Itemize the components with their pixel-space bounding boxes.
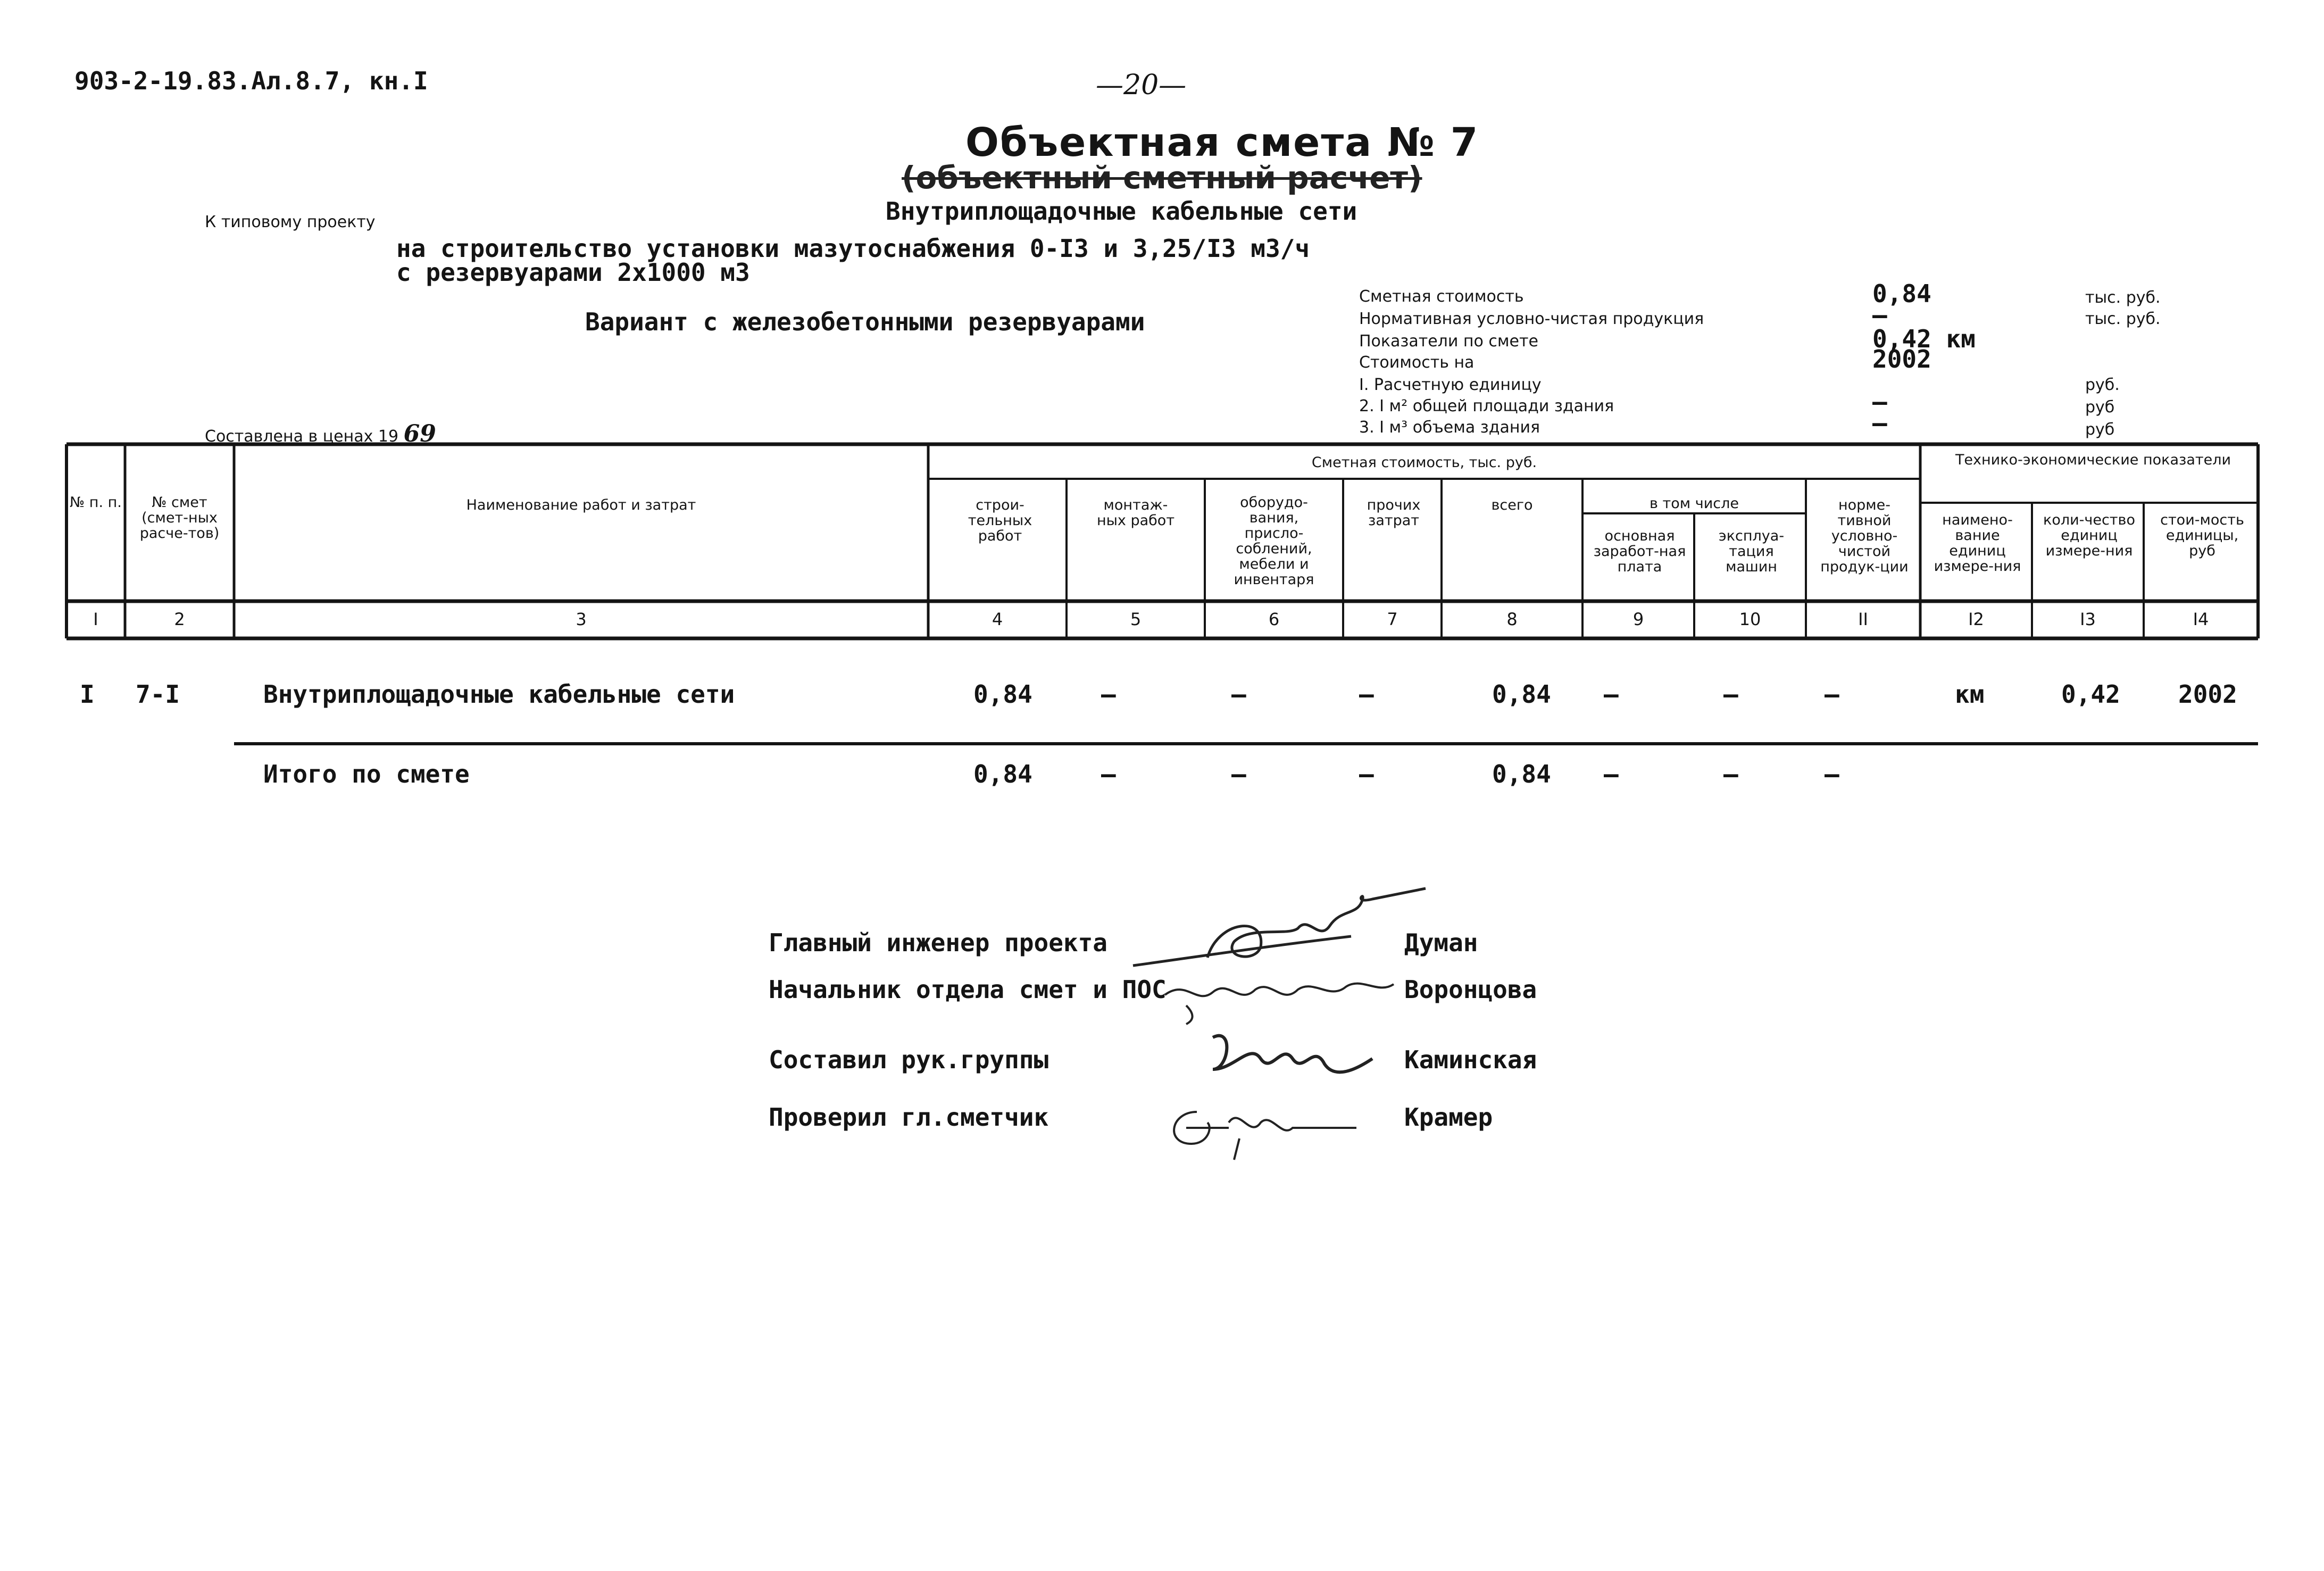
header-tech-group: Технико-экономические показатели bbox=[1955, 452, 2231, 468]
total-label: Итого по смете bbox=[263, 760, 470, 788]
summary-label: Стоимость на bbox=[1359, 353, 1475, 372]
row-unit-name: км bbox=[1955, 680, 1985, 709]
signature-role: Составил рук.группы bbox=[769, 1045, 1049, 1074]
summary-label: Нормативная условно-чистая продукция bbox=[1359, 310, 1704, 328]
signature-role: Начальник отдела смет и ПОС bbox=[769, 975, 1167, 1004]
column-number: 5 bbox=[1130, 609, 1142, 629]
summary-value: – bbox=[1872, 387, 1887, 416]
column-number: I bbox=[93, 609, 98, 629]
summary-label: 2. I м² общей площади здания bbox=[1359, 397, 1614, 415]
summary-label: 3. I м³ объема здания bbox=[1359, 418, 1540, 437]
column-number: 10 bbox=[1739, 609, 1761, 629]
header-unit-name: наимено-вание единиц измере-ния bbox=[1934, 512, 2021, 575]
header-base-wage: основная заработ-ная плата bbox=[1593, 528, 1686, 575]
summary-unit: тыс. руб. bbox=[2085, 310, 2161, 328]
row-name: Внутриплощадочные кабельные сети bbox=[263, 680, 735, 709]
header-construction: строи-тельных работ bbox=[968, 497, 1032, 544]
signature-role: Главный инженер проекта bbox=[769, 928, 1107, 957]
header-equipment: оборудо-вания, присло-соблений, мебели и инвентаря bbox=[1234, 494, 1314, 588]
total-construction: 0,84 bbox=[973, 760, 1032, 788]
header-work-name: Наименование работ и затрат bbox=[466, 497, 696, 513]
document-code: 903-2-19.83.Ал.8.7, кн.I bbox=[74, 67, 428, 95]
row-estimate: 7-I bbox=[136, 680, 180, 709]
summary-unit: руб bbox=[2085, 420, 2115, 439]
column-number: 6 bbox=[1268, 609, 1280, 629]
column-number: 2 bbox=[174, 609, 185, 629]
header-estimate-number: № смет (смет-ных расче-тов) bbox=[139, 494, 220, 542]
header-cost-group: Сметная стоимость, тыс. руб. bbox=[1311, 454, 1537, 471]
header-installation: монтаж-ных работ bbox=[1096, 497, 1175, 529]
estimate-subtitle: Внутриплощадочные кабельные сети bbox=[886, 197, 1357, 226]
summary-label: I. Расчетную единицу bbox=[1359, 376, 1542, 394]
signature-name: Воронцова bbox=[1404, 975, 1537, 1004]
column-number: 9 bbox=[1632, 609, 1644, 629]
total-other: – bbox=[1359, 760, 1374, 788]
total-equipment: – bbox=[1231, 760, 1246, 788]
column-number: 8 bbox=[1506, 609, 1518, 629]
project-label: К типовому проекту bbox=[205, 213, 376, 231]
row-unit-qty: 0,42 bbox=[2061, 680, 2120, 709]
header-unit-qty: коли-чество единиц измере-ния bbox=[2043, 512, 2135, 559]
summary-label: Показатели по смете bbox=[1359, 332, 1538, 351]
summary-value: 0,84 bbox=[1872, 279, 1931, 308]
header-unit-cost: стои-мость единицы, руб bbox=[2160, 512, 2244, 559]
total-base-wage: – bbox=[1604, 760, 1619, 788]
row-construction: 0,84 bbox=[973, 680, 1032, 709]
row-machines: – bbox=[1723, 680, 1738, 709]
header-normative: норме-тивной условно-чистой продук-ции bbox=[1820, 497, 1909, 575]
column-number: 4 bbox=[992, 609, 1003, 629]
row-total: 0,84 bbox=[1492, 680, 1551, 709]
row-number: I bbox=[80, 680, 95, 709]
header-including: в том числе bbox=[1650, 495, 1739, 512]
header-row-number: № п. п. bbox=[70, 494, 122, 511]
prices-label-text: Составлена в ценах 19 bbox=[205, 427, 399, 446]
summary-label: Сметная стоимость bbox=[1359, 287, 1524, 306]
signature-scribble bbox=[1154, 963, 1404, 1027]
signature-role: Проверил гл.сметчик bbox=[769, 1103, 1049, 1132]
column-number: II bbox=[1858, 609, 1868, 629]
column-number: I4 bbox=[2193, 609, 2209, 629]
column-number: 3 bbox=[576, 609, 587, 629]
page-number: —20— bbox=[1096, 69, 1187, 101]
row-other: – bbox=[1359, 680, 1374, 709]
summary-unit: тыс. руб. bbox=[2085, 288, 2161, 307]
variant-label: Вариант с железобетонными резервуарами bbox=[585, 307, 1145, 336]
row-base-wage: – bbox=[1604, 680, 1619, 709]
signature-scribble bbox=[1202, 1021, 1378, 1091]
summary-value: 0,42 км bbox=[1872, 325, 1976, 353]
row-normative: – bbox=[1825, 680, 1839, 709]
summary-value: – bbox=[1872, 409, 1887, 437]
summary-value: – bbox=[1872, 301, 1887, 329]
column-number: I2 bbox=[1968, 609, 1984, 629]
signature-name: Каминская bbox=[1404, 1045, 1537, 1074]
signature-name: Думан bbox=[1404, 928, 1478, 957]
struck-subtitle: (объектный сметный расчет) bbox=[902, 160, 1422, 196]
summary-unit: руб. bbox=[2085, 376, 2120, 394]
total-normative: – bbox=[1825, 760, 1839, 788]
total-machines: – bbox=[1723, 760, 1738, 788]
header-other: прочих затрат bbox=[1367, 497, 1421, 529]
column-number: I3 bbox=[2080, 609, 2096, 629]
signature-name: Крамер bbox=[1404, 1103, 1493, 1132]
prices-year: 69 bbox=[403, 420, 436, 447]
description-line-2: с резервуарами 2х1000 м3 bbox=[396, 258, 750, 287]
total-total: 0,84 bbox=[1492, 760, 1551, 788]
total-installation: – bbox=[1101, 760, 1116, 788]
header-machines: эксплуа-тация машин bbox=[1718, 528, 1785, 575]
row-unit-cost: 2002 bbox=[2178, 680, 2237, 709]
header-total: всего bbox=[1491, 497, 1533, 513]
summary-value: 2002 bbox=[1872, 345, 1931, 373]
row-equipment: – bbox=[1231, 680, 1246, 709]
estimate-title: Объектная смета № 7 bbox=[965, 120, 1479, 165]
row-installation: – bbox=[1101, 680, 1116, 709]
signature-scribble bbox=[1165, 1091, 1367, 1165]
column-number: 7 bbox=[1387, 609, 1398, 629]
description-line-1: на строительство установки мазутоснабжения 0-I3 и 3,25/I3 м3/ч bbox=[396, 234, 1310, 263]
summary-unit: руб bbox=[2085, 398, 2115, 417]
